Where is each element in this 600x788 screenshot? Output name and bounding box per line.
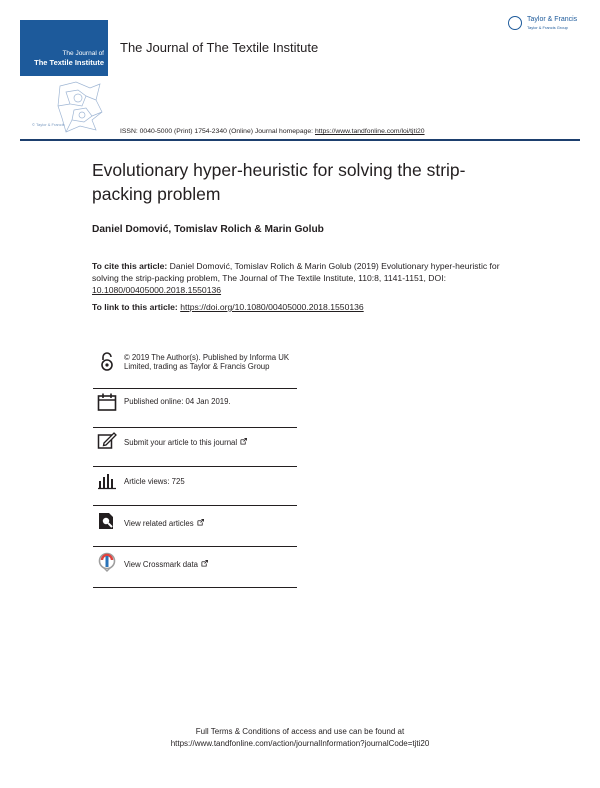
related-label: View related articles	[124, 519, 194, 528]
calendar-icon	[97, 392, 117, 412]
publisher-name: Taylor & Francis	[527, 16, 578, 23]
publisher-subtitle: Taylor & Francis Group	[527, 25, 568, 30]
external-link-icon	[240, 438, 247, 445]
submit-link[interactable]	[124, 438, 247, 448]
crossmark-row[interactable]	[93, 547, 297, 587]
bar-chart-icon	[97, 471, 117, 491]
issn-line	[120, 128, 425, 135]
article-title: Evolutionary hyper-heuristic for solving the strip-packing problem	[92, 160, 466, 204]
open-access-row	[93, 350, 297, 388]
submit-label: Submit your article to this journal	[124, 438, 238, 447]
external-link-icon	[201, 560, 208, 567]
link-label: To link to this article:	[92, 302, 181, 312]
issn-text: ISSN: 0040-5000 (Print) 1754-2340 (Online) Journal homepage:	[120, 128, 315, 135]
related-row[interactable]	[93, 506, 297, 546]
open-access-icon	[97, 352, 117, 372]
publisher-logo-icon	[508, 16, 522, 30]
article-doi-link[interactable]: https://doi.org/10.1080/00405000.2018.1550136	[180, 302, 364, 312]
header-divider	[20, 139, 580, 141]
footer-terms-link[interactable]: https://www.tandfonline.com/action/journalInformation?journalCode=tjti20	[170, 739, 430, 748]
article-authors: Daniel Domović, Tomislav Rolich & Marin Golub	[92, 224, 324, 235]
citation-block	[92, 260, 512, 297]
views-row	[93, 467, 297, 505]
cover-publisher-tag: © Taylor & Francis	[32, 122, 65, 127]
submit-row[interactable]	[93, 428, 297, 466]
crossmark-label: View Crossmark data	[124, 560, 198, 569]
publisher-logo[interactable]	[508, 14, 588, 40]
cite-label: To cite this article:	[92, 261, 168, 271]
cite-text: Daniel Domović, Tomislav Rolich & Marin Golub (2019) Evolutionary hyper-heuristic for solving the strip-packing problem, The Journal of The Textile Institute, 110:8, 1141-1151, DOI:	[92, 261, 500, 284]
cover-small-title: The Journal of	[62, 50, 104, 57]
journal-homepage-link[interactable]: https://www.tandfonline.com/loi/tjti20	[314, 128, 425, 135]
open-access-text: © 2019 The Author(s). Published by Informa UK Limited, trading as Taylor & Francis Group	[124, 353, 290, 371]
cover-band	[20, 20, 108, 76]
link-block	[92, 302, 364, 312]
published-row	[93, 389, 297, 427]
footer	[0, 726, 600, 750]
external-link-icon	[197, 519, 204, 526]
related-articles-icon	[97, 511, 117, 531]
related-link[interactable]	[124, 519, 204, 529]
cite-doi-link[interactable]: 10.1080/00405000.2018.1550136	[92, 285, 222, 296]
crossmark-link[interactable]	[124, 560, 208, 570]
row-divider	[93, 587, 297, 588]
footer-terms-text: Full Terms & Conditions of access and use can be found at	[195, 727, 405, 736]
crossmark-icon	[97, 552, 117, 572]
published-text: Published online: 04 Jan 2019.	[124, 397, 231, 406]
views-text: Article views: 725	[124, 477, 185, 486]
cover-big-title: The Textile Institute	[34, 58, 104, 67]
journal-cover	[20, 20, 108, 134]
edit-icon	[97, 431, 117, 451]
journal-title: The Journal of The Textile Institute	[120, 40, 319, 55]
